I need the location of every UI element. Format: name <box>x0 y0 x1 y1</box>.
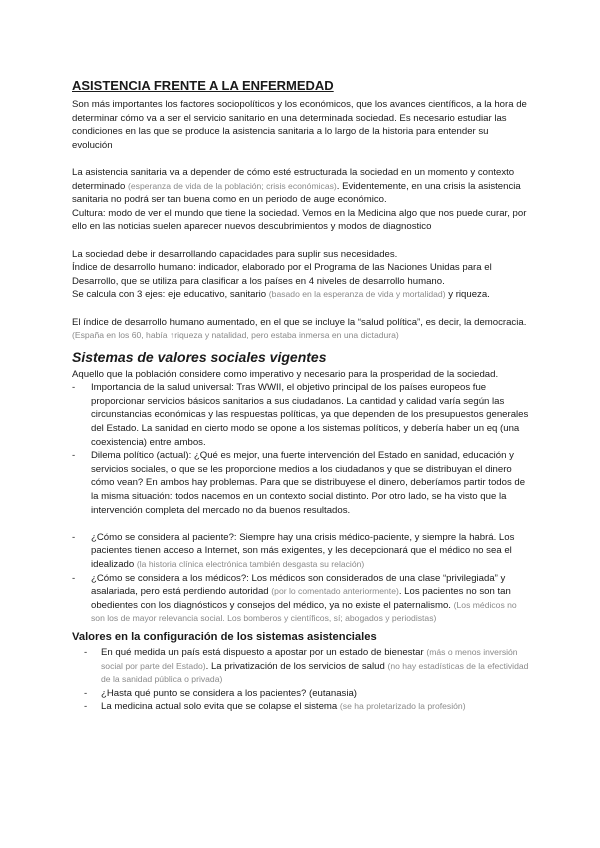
list-item-text: Dilema político (actual): ¿Qué es mejor, una fuerte intervención del Estado en sanidad, educación y servicios sociales, o que se les proporcione medios a los ciudadanos y que se distribuyan el dinero cómo vean? En ambos hay problemas. Para que se distribuyese el dinero, deberíamos partir todos de la misma situación: todos nacemos en un contexto social distinto. Por otro lado, se ha visto que la intervención completa del mercado no da buenos resultados. <box>91 450 526 516</box>
list-item-note: (se ha proletarizado la profesión) <box>339 701 466 712</box>
capacities-line: La sociedad debe ir desarrollando capacidades para suplir sus necesidades. <box>72 248 398 260</box>
bullet-dash: - <box>84 701 88 713</box>
list-item-text-b: . La privatización de los servicios de salud <box>205 660 385 672</box>
list-item <box>72 646 530 687</box>
list-item-text: La medicina actual solo evita que se colapse el sistema <box>101 701 338 713</box>
paragraph-context <box>72 166 530 207</box>
list-item <box>72 687 530 701</box>
list-item-text: ¿Hasta qué punto se considera a los pacientes? (eutanasia) <box>101 687 357 699</box>
values-list <box>72 381 530 517</box>
section-heading-configuration: Valores en la configuración de los sistemas asistenciales <box>72 630 377 643</box>
list-item-text: En qué medida un país está dispuesto a apostar por un estado de bienestar <box>101 646 424 658</box>
list-item-note: (más o menos inversión social por parte del Estado) <box>101 646 518 671</box>
note-part-b: riqueza y natalidad, pero estaba inmersa en una dictadura) <box>174 330 399 341</box>
arrow-up-icon: ↑ <box>169 330 175 341</box>
culture-paragraph: Cultura: modo de ver el mundo que tiene la sociedad. Vemos en la Medicina algo que nos puede curar, por ello en las noticias suelen aparecer nuevos descubrimientos y modos de diagnostico <box>72 207 527 233</box>
bullet-dash: - <box>72 450 76 462</box>
list-item <box>72 449 530 517</box>
context-text-b: . Evidentemente, en una crisis la asistencia sanitaria no podrá ser tan buena como en un periodo de auge económico. <box>72 180 521 206</box>
bullet-dash: - <box>84 646 88 658</box>
list-item-note: (la historia clínica electrónica también desgasta su relación) <box>136 559 365 569</box>
context-text-a: La asistencia sanitaria va a depender de cómo esté estructurada la sociedad en un momento y contexto determinado <box>72 166 515 192</box>
list-item-note-b: (Los médicos no son los de mayor relevancia social. Los bomberos y científicos, sí; abogados y periodistas) <box>91 599 517 624</box>
configuration-list <box>72 646 530 714</box>
idh-axes-text: Se calcula con 3 ejes: eje educativo, sanitario <box>72 289 267 301</box>
idh-definition: Índice de desarrollo humano: indicador, elaborado por el Programa de las Naciones Unidas para el Desarrollo, que se utiliza para clasificar a los países en 4 niveles de desarrollo humano. <box>72 262 492 287</box>
document-page <box>72 78 530 714</box>
bullet-dash: - <box>72 382 76 394</box>
idh-augmented-text: El índice de desarrollo humano aumentado, en el que se incluye la “salud política”, es decir, la democracia. <box>72 316 527 328</box>
section-lead: Aquello que la población considere como imperativo y necesario para la prosperidad de la sociedad. <box>72 368 499 380</box>
idh-augmented-note <box>72 330 399 340</box>
idh-augmented <box>72 316 530 343</box>
list-item-text-b: . Los pacientes no son tan obedientes con los diagnósticos y consejos del médico, ya no existe el paternalismo. <box>91 586 511 611</box>
idh-axes <box>72 288 530 302</box>
list-item <box>72 572 530 626</box>
list-item <box>72 700 530 714</box>
list-item-note-b: (no hay estadísticas de la efectividad de la sanidad pública o privada) <box>101 660 529 685</box>
list-item-note: (por lo comentado anteriormente) <box>271 586 399 597</box>
list-item-text: ¿Cómo se considera al paciente?: Siempre hay una crisis médico-paciente, y siempre la habrá. Los pacientes tienen acceso a Internet, son más exigentes, y les decepcionará que el médico no sea el idealizado <box>91 531 515 570</box>
intro-paragraph: Son más importantes los factores sociopolíticos y los económicos, que los avances científicos, a la hora de determinar cómo va a ser el servicio sanitario en una determinada sociedad. Es necesario estudiar las condiciones en las que se produce la asistencia sanitaria a lo largo de la historia para entender su evolución <box>72 99 527 151</box>
consideration-list <box>72 531 530 626</box>
bullet-dash: - <box>84 687 88 699</box>
list-item-text: Importancia de la salud universal: Tras WWII, el objetivo principal de los países europeos fue proporcionar servicios básicos sanitarios a sus ciudadanos. La cantidad y calidad varía según las circunstancias económicas y las respuestas políticas, ya que dependen de los presupuestos generales del Estado. La sanidad en cierto modo se opone a los sistemas políticos, y debería haber un eq (una coexistencia) entre ambos. <box>91 382 529 448</box>
list-item-text: ¿Cómo se considera a los médicos?: Los médicos son considerados de una clase “privilegiada” y asalariada, pero está perdiendo autoridad <box>91 572 506 598</box>
section-heading-values: Sistemas de valores sociales vigentes <box>72 348 327 365</box>
bullet-dash: - <box>72 572 76 584</box>
context-note: (esperanza de vida de la población; crisis económicas) <box>128 180 337 191</box>
list-item <box>72 531 530 572</box>
list-item <box>72 381 530 449</box>
document-title: ASISTENCIA FRENTE A LA ENFERMEDAD <box>72 78 334 93</box>
bullet-dash: - <box>72 531 76 543</box>
idh-axes-tail: y riqueza. <box>445 289 490 301</box>
idh-axes-note: (basado en la esperanza de vida y mortalidad) <box>268 289 446 300</box>
note-part-a: (España en los 60, había <box>72 330 168 341</box>
